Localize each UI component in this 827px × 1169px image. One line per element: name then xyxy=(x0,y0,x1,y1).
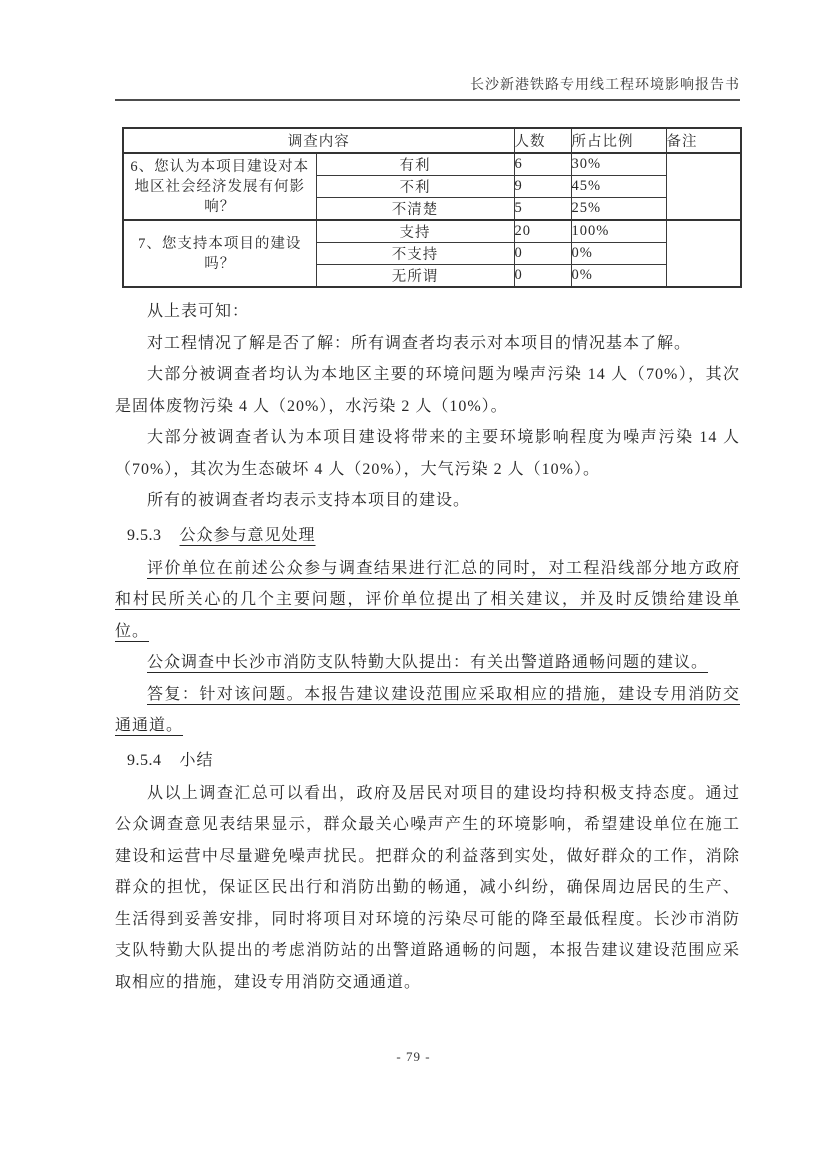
count-cell: 5 xyxy=(514,198,571,221)
content-area xyxy=(115,74,740,998)
question-cell: 6、您认为本项目建设对本地区社会经济发展有何影响？ xyxy=(123,153,316,220)
percent-cell: 0% xyxy=(571,243,666,265)
section-number: 9.5.3 xyxy=(127,526,162,544)
table-header-row xyxy=(123,128,741,153)
count-cell: 0 xyxy=(514,265,571,288)
body-text xyxy=(115,296,740,998)
table-row xyxy=(123,220,741,243)
header-remark: 备注 xyxy=(666,128,741,153)
count-cell: 6 xyxy=(514,153,571,176)
section-number: 9.5.4 xyxy=(127,751,162,769)
count-cell: 9 xyxy=(514,176,571,198)
page-number: - 79 - xyxy=(396,1049,431,1064)
option-cell: 无所谓 xyxy=(316,265,514,288)
remark-cell xyxy=(666,220,741,287)
option-cell: 支持 xyxy=(316,220,514,243)
option-cell: 有利 xyxy=(316,153,514,176)
option-cell: 不清楚 xyxy=(316,198,514,221)
paragraph: 大部分被调查者认为本项目建设将带来的主要环境影响程度为噪声污染 14 人（70%），其次为生态破坏 4 人（20%），大气污染 2 人（10%）。 xyxy=(115,429,740,478)
summary-paragraph: 从以上调查汇总可以看出，政府及居民对项目的建设均持积极支持态度。通过公众调查意见表结果显示，群众最关心噪声产生的环境影响，希望建设单位在施工建设和运营中尽量避免噪声扰民。把群众的利益落到实处，做好群众的工作，消除群众的担忧，保证区民出行和消防出勤的畅通，减小纠纷，确保周边居民的生产、生活得到妥善安排，同时将项目对环境的污染尽可能的降至最低程度。长沙市消防支队特勤大队提出的考虑消防站的出警道路通畅的问题，本报告建议建设范围应采取相应的措施，建设专用消防交通通道。 xyxy=(115,784,740,991)
section-title: 小结 xyxy=(179,751,214,769)
section-heading-9-5-3 xyxy=(127,519,740,552)
underlined-paragraph: 公众调查中长沙市消防支队特勤大队提出：有关出警道路通畅问题的建议。 xyxy=(147,654,709,671)
percent-cell: 25% xyxy=(571,198,666,221)
percent-cell: 100% xyxy=(571,220,666,243)
option-cell: 不支持 xyxy=(316,243,514,265)
remark-cell xyxy=(666,153,741,220)
underlined-paragraph: 评价单位在前述公众参与调查结果进行汇总的同时，对工程沿线部分地方政府和村民所关心的几个主要问题，评价单位提出了相关建议，并及时反馈给建设单位。 xyxy=(115,559,740,640)
header-count: 人数 xyxy=(514,128,571,153)
paragraph: 对工程情况了解是否了解：所有调查者均表示对本项目的情况基本了解。 xyxy=(147,334,692,352)
underlined-paragraph: 答复：针对该问题。本报告建议建设范围应采取相应的措施，建设专用消防交通通道。 xyxy=(115,685,740,734)
header-percent: 所占比例 xyxy=(571,128,666,153)
option-cell: 不利 xyxy=(316,176,514,198)
report-header-title: 长沙新港铁路专用线工程环境影响报告书 xyxy=(115,74,740,101)
section-title: 公众参与意见处理 xyxy=(179,526,316,544)
table-row xyxy=(123,153,741,176)
paragraph: 所有的被调查者均表示支持本项目的建设。 xyxy=(147,492,471,509)
survey-results-table xyxy=(122,127,742,288)
percent-cell: 45% xyxy=(571,176,666,198)
section-heading-9-5-4 xyxy=(127,744,740,777)
question-cell: 7、您支持本项目的建设吗？ xyxy=(123,220,316,287)
header-survey-content: 调查内容 xyxy=(123,128,514,153)
count-cell: 0 xyxy=(514,243,571,265)
percent-cell: 30% xyxy=(571,153,666,176)
percent-cell: 0% xyxy=(571,265,666,288)
count-cell: 20 xyxy=(514,220,571,243)
paragraph: 从上表可知： xyxy=(147,303,250,320)
paragraph: 大部分被调查者均认为本地区主要的环境问题为噪声污染 14 人（70%），其次是固体废物污染 4 人（20%），水污染 2 人（10%）。 xyxy=(115,366,740,415)
